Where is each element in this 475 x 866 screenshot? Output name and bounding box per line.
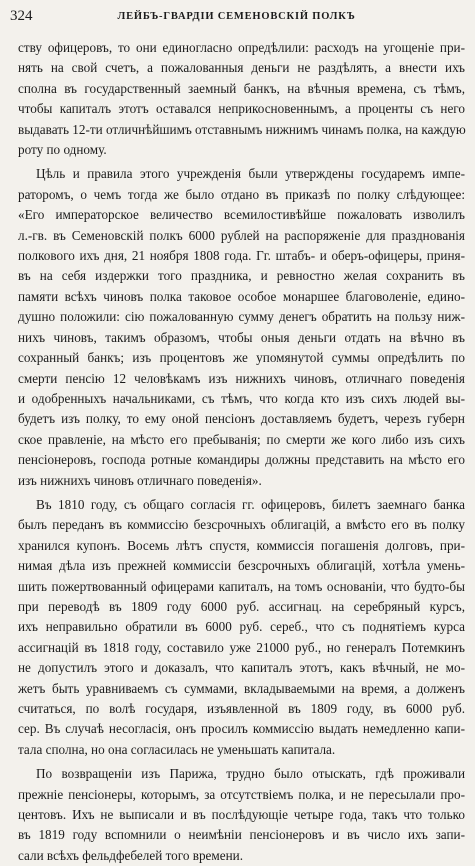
- text-line: пенсіонеровъ, господа ротные командиры должны представить на мѣсто его: [18, 452, 465, 468]
- text-line: центовъ. Ихъ не выписали и въ послѣдующіе четыре года, такъ что только: [18, 807, 465, 823]
- text-line: считаться, по волѣ государя, изъявленной въ 1809 году, въ 6000 руб.: [18, 701, 465, 716]
- paragraph: [18, 164, 465, 491]
- text-line: душно положили: сію пожалованную сумму денегъ обратить на пользу ниж-: [18, 309, 465, 325]
- text-line: сохранный банкъ; изъ процентовъ же упомянутой суммы опредѣлить по: [18, 350, 465, 366]
- text-line: прежніе пенсіонеры, которымъ, за отсутствіемъ полка, и не пересылали про-: [18, 786, 465, 802]
- text-line: ству офицеровъ, то они единогласно опредѣлили: расходъ на угощеніе при-: [18, 40, 465, 55]
- body-text: [18, 38, 465, 866]
- text-line: Цѣль и правила этого учрежденія были утверждены государемъ импе-: [36, 166, 465, 182]
- text-line: ассигнацій въ 1818 году, составило уже 21000 руб., но генералъ Потемкинъ: [18, 639, 465, 655]
- text-line: памяти всѣхъ чиновъ полка таковое особое монаршее благоволеніе, едино-: [18, 288, 465, 304]
- text-line: хранился купонъ. Восемь лѣтъ спустя, коммиссія погашенія долговъ, при-: [18, 537, 465, 553]
- text-line: смерти пенсію 12 человѣкамъ изъ нижнихъ чиновъ, отличнаго поведенія: [18, 370, 465, 386]
- text-line: и одобренныхъ начальниками, съ тѣмъ, что когда кто изъ сихъ людей вы-: [18, 390, 465, 406]
- text-line: роту по одному.: [18, 142, 107, 158]
- text-line: шить пожертвованный офицерами капиталъ, на томъ основаніи, что будто-бы: [18, 578, 465, 594]
- text-line: раторомъ, о чемъ тогда же было отдано въ приказѣ по полку слѣдующее:: [18, 186, 465, 202]
- text-line: не допустилъ этого и доказалъ, что капиталъ этотъ, какъ вѣчный, не мо-: [18, 660, 465, 676]
- text-line: нимая дѣла изъ прежней коммиссіи безсрочныхъ облигацій, хотѣла умень-: [18, 558, 465, 574]
- text-line: ихъ неправильно обратили въ 6000 руб. сереб., что съ поднятіемъ курса: [18, 619, 465, 635]
- text-line: «Его императорское величество всемилостивѣйше пожаловать изволилъ: [18, 207, 465, 223]
- text-line: полкового ихъ дня, 21 ноября 1808 года. Гг. штабъ- и оберъ-офицеры, приня-: [18, 248, 465, 264]
- running-title: ЛЕЙБЪ-ГВАРДІИ СЕМЕНОВСКІЙ ПОЛКЪ: [117, 10, 356, 22]
- text-line: ское правленіе, на мѣсто его пребыванія; по смерти же кого либо изъ сихъ: [18, 431, 465, 447]
- text-line: былъ переданъ въ коммиссію безсрочныхъ облигацій, а вмѣсто его въ полку: [18, 517, 465, 533]
- page-number: 324: [10, 7, 33, 24]
- text-line: сер. Въ случаѣ несогласія, онъ просилъ коммиссію выдать немедленно капи-: [18, 721, 465, 737]
- text-line: жетъ быть уравниваемъ съ суммами, вкладываемыми на время, а долженъ: [18, 680, 465, 696]
- text-line: тала сполна, но она согласилась не уменьшать капитала.: [18, 741, 336, 757]
- text-line: сали всѣхъ фельдфебелей того времени.: [18, 847, 244, 863]
- text-line: Въ 1810 году, съ общаго согласія гг. офицеровъ, билетъ заемнаго банка: [36, 496, 465, 512]
- paragraph: [18, 38, 465, 160]
- text-line: будетъ изъ полку, то ему оной пенсіонъ доставляемъ будетъ, черезъ губерн: [18, 411, 465, 427]
- paragraph: [18, 764, 465, 866]
- text-line: По возвращеніи изъ Парижа, трудно было отыскать, гдѣ проживали: [36, 766, 465, 782]
- text-line: въ на себя издержки того праздника, и ревностно желая сохранить въ: [18, 268, 465, 284]
- text-line: чтобы капиталъ этотъ оставался неприкосновеннымъ, а проценты съ него: [18, 101, 465, 117]
- text-line: нихъ чиновъ, такимъ образомъ, чтобы оныя деньги отдать на вѣчно въ: [18, 329, 465, 345]
- text-line: изъ нижнихъ чиновъ отличнаго поведенія».: [18, 472, 262, 488]
- text-line: сполна въ государственный заемный банкъ, на вѣчныя времена, съ тѣмъ,: [18, 80, 465, 96]
- text-line: выдавать 12-ти отличнѣйшимъ отставнымъ нижнимъ чинамъ полка, на каждую: [18, 121, 466, 137]
- text-line: въ 1819 году вспомнили о неимѣніи пенсіонеровъ и въ число ихъ запи-: [18, 827, 465, 843]
- text-line: при переводѣ въ 1809 году 6000 руб. ассигнац. на серебряный курсъ,: [18, 598, 465, 614]
- text-line: нять на свой счетъ, а пожалованныя деньги не раздѣлять, а внести ихъ: [18, 60, 465, 76]
- text-line: л.-гв. въ Семеновскій полкъ 6000 рублей на распоряженіе для празднованія: [18, 227, 465, 243]
- paragraph: [18, 495, 465, 760]
- page-header: [10, 6, 463, 26]
